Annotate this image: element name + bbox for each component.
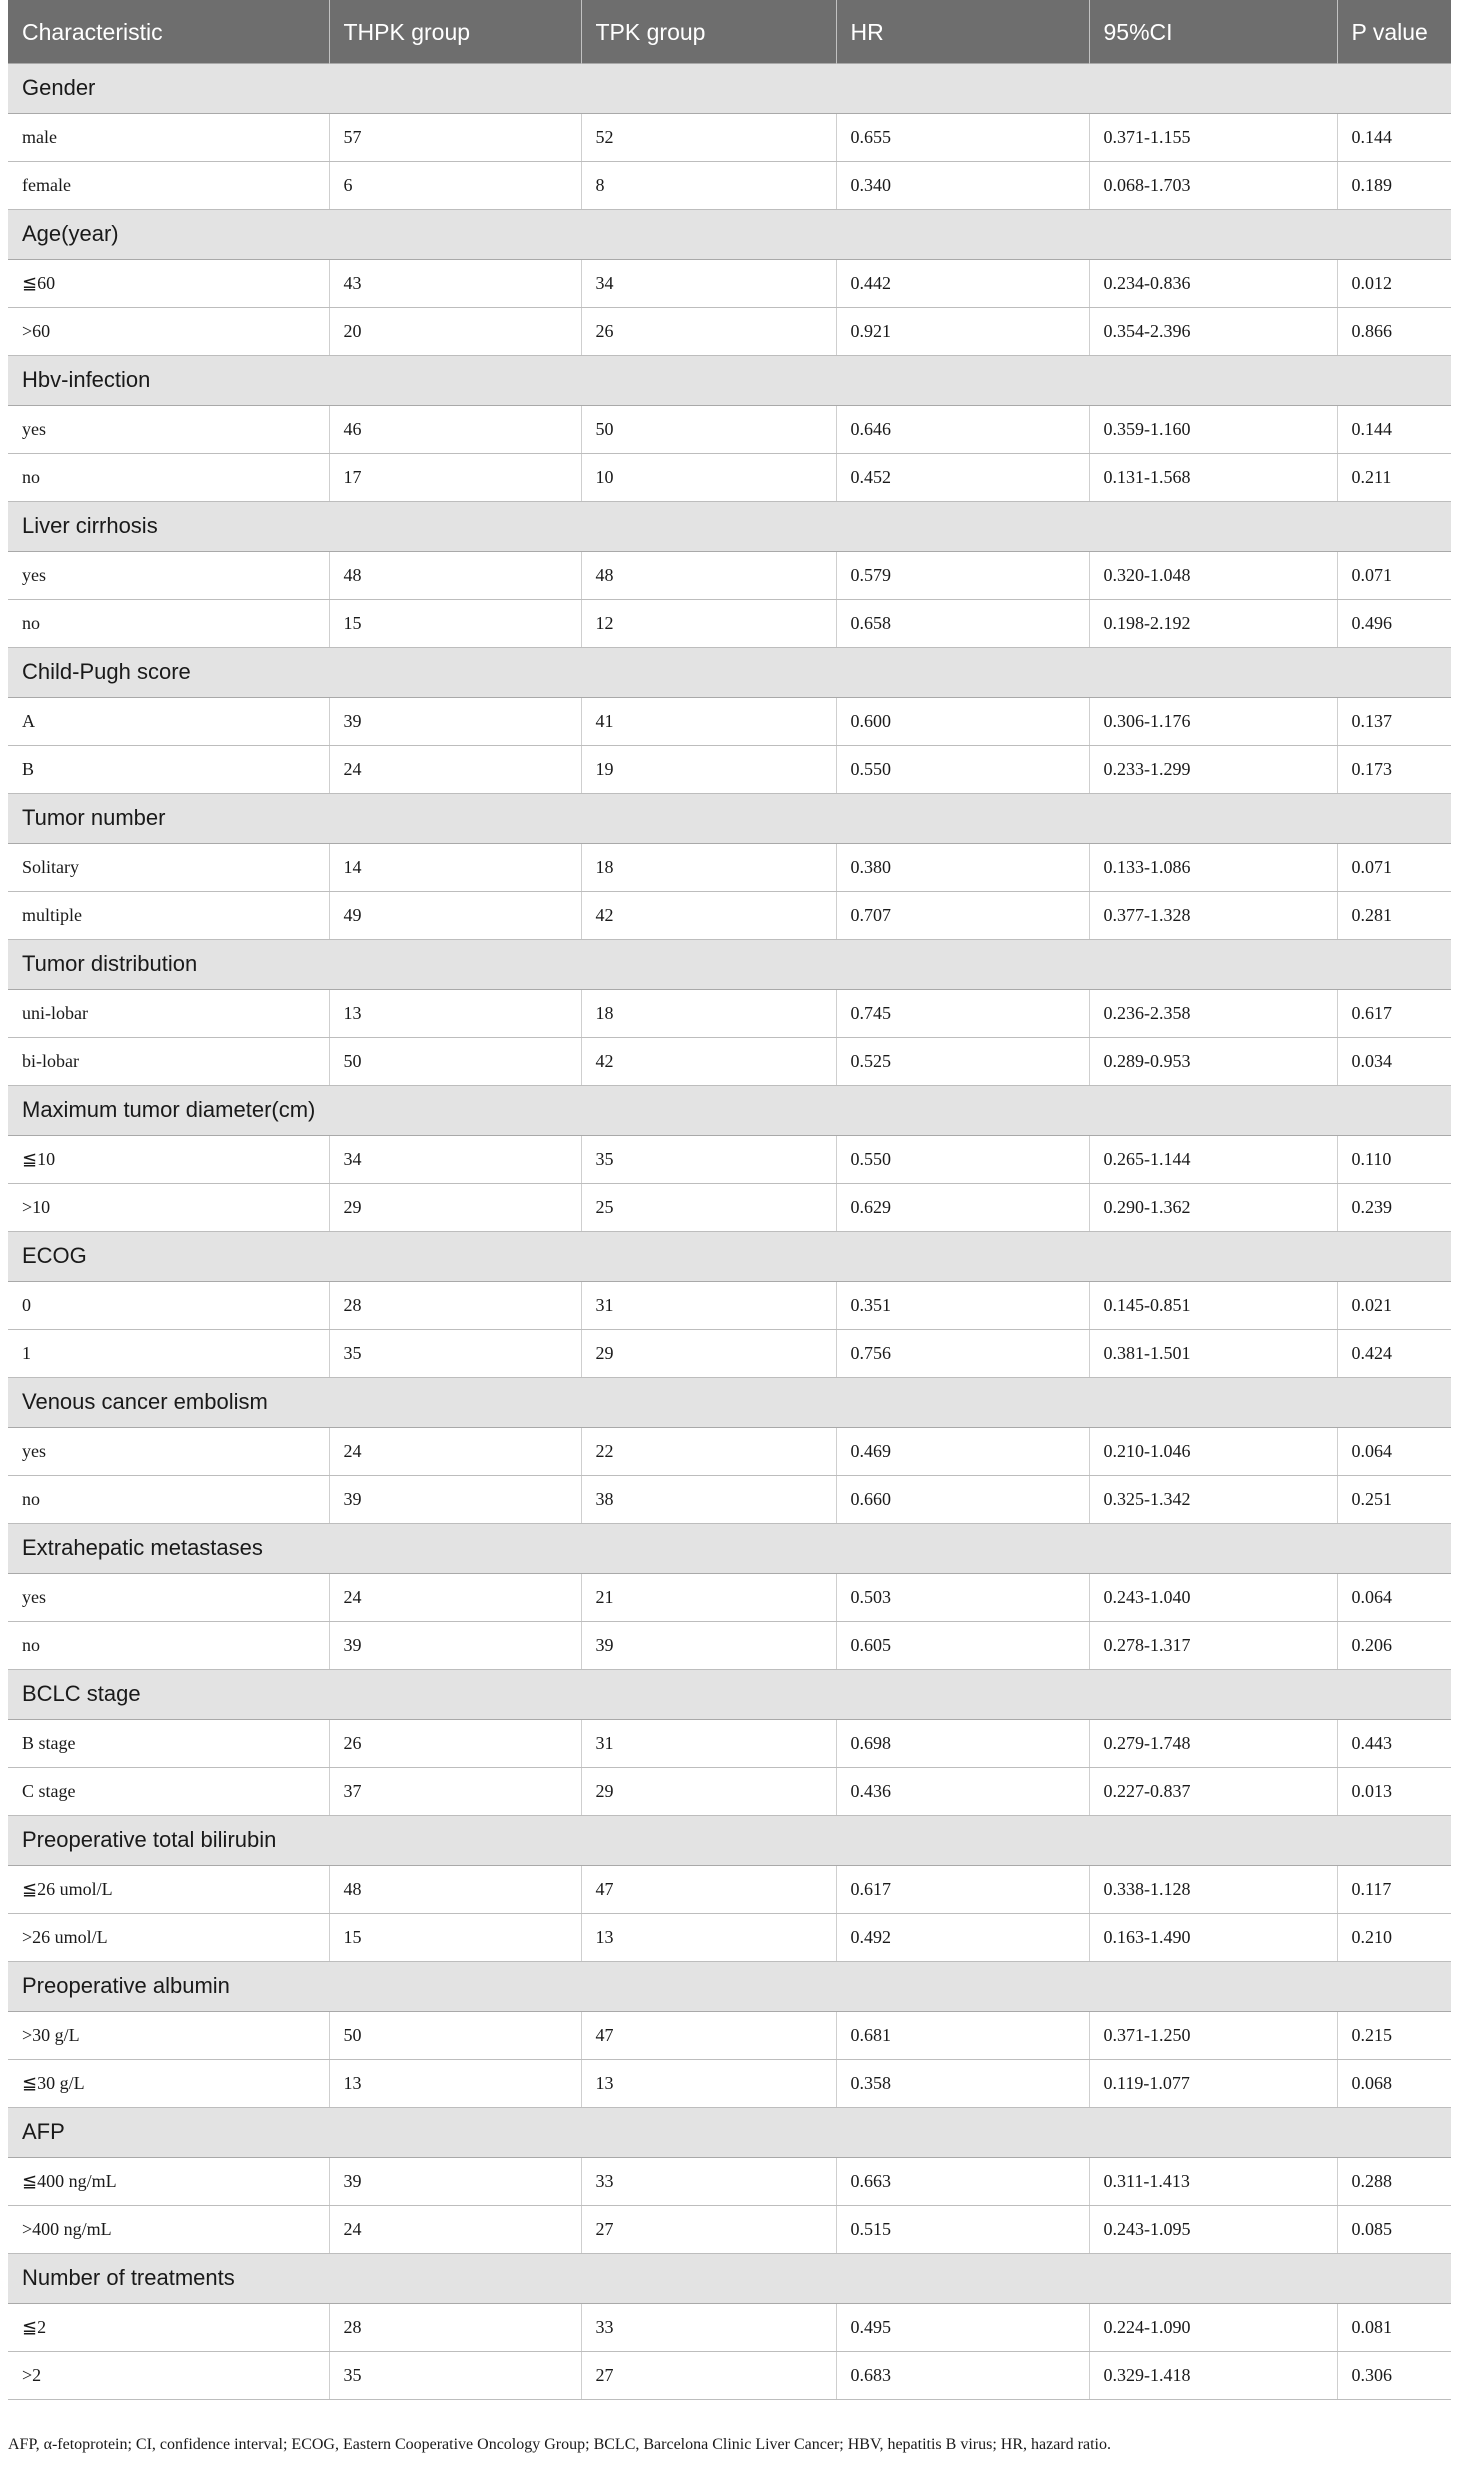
table-row <box>8 1719 1451 1767</box>
tpk-count-cell: 29 <box>581 1767 836 1815</box>
thpk-count-cell: 15 <box>329 599 581 647</box>
hr-cell: 0.646 <box>836 405 1089 453</box>
category-label: Tumor distribution <box>8 939 1451 989</box>
characteristic-cell: >400 ng/mL <box>8 2205 329 2253</box>
subgroup-analysis-table <box>8 0 1451 2400</box>
column-header-thpk-group: THPK group <box>329 0 581 63</box>
p-value-cell: 0.424 <box>1337 1329 1451 1377</box>
thpk-count-cell: 20 <box>329 307 581 355</box>
category-row <box>8 1231 1451 1281</box>
tpk-count-cell: 34 <box>581 259 836 307</box>
ci-cell: 0.329-1.418 <box>1089 2351 1337 2399</box>
thpk-count-cell: 28 <box>329 2303 581 2351</box>
table-row <box>8 2011 1451 2059</box>
table-header <box>8 0 1451 63</box>
ci-cell: 0.068-1.703 <box>1089 161 1337 209</box>
tpk-count-cell: 42 <box>581 1037 836 1085</box>
table-row <box>8 1135 1451 1183</box>
ci-cell: 0.163-1.490 <box>1089 1913 1337 1961</box>
p-value-cell: 0.443 <box>1337 1719 1451 1767</box>
category-label: Liver cirrhosis <box>8 501 1451 551</box>
characteristic-cell: ≦26 umol/L <box>8 1865 329 1913</box>
tpk-count-cell: 31 <box>581 1281 836 1329</box>
characteristic-cell: B <box>8 745 329 793</box>
hr-cell: 0.683 <box>836 2351 1089 2399</box>
category-label: Number of treatments <box>8 2253 1451 2303</box>
table-row <box>8 2303 1451 2351</box>
category-row <box>8 209 1451 259</box>
p-value-cell: 0.144 <box>1337 113 1451 161</box>
hr-cell: 0.579 <box>836 551 1089 599</box>
ci-cell: 0.227-0.837 <box>1089 1767 1337 1815</box>
p-value-cell: 0.210 <box>1337 1913 1451 1961</box>
tpk-count-cell: 29 <box>581 1329 836 1377</box>
p-value-cell: 0.085 <box>1337 2205 1451 2253</box>
p-value-cell: 0.617 <box>1337 989 1451 1037</box>
p-value-cell: 0.081 <box>1337 2303 1451 2351</box>
tpk-count-cell: 18 <box>581 843 836 891</box>
characteristic-cell: 0 <box>8 1281 329 1329</box>
p-value-cell: 0.068 <box>1337 2059 1451 2107</box>
tpk-count-cell: 27 <box>581 2205 836 2253</box>
table-row <box>8 1767 1451 1815</box>
ci-cell: 0.145-0.851 <box>1089 1281 1337 1329</box>
table-row <box>8 1913 1451 1961</box>
ci-cell: 0.338-1.128 <box>1089 1865 1337 1913</box>
p-value-cell: 0.117 <box>1337 1865 1451 1913</box>
characteristic-cell: Solitary <box>8 843 329 891</box>
thpk-count-cell: 24 <box>329 2205 581 2253</box>
table-row <box>8 891 1451 939</box>
p-value-cell: 0.306 <box>1337 2351 1451 2399</box>
table-row <box>8 1865 1451 1913</box>
category-row <box>8 63 1451 113</box>
p-value-cell: 0.012 <box>1337 259 1451 307</box>
thpk-count-cell: 50 <box>329 1037 581 1085</box>
category-label: Age(year) <box>8 209 1451 259</box>
thpk-count-cell: 39 <box>329 1621 581 1669</box>
characteristic-cell: 1 <box>8 1329 329 1377</box>
thpk-count-cell: 28 <box>329 1281 581 1329</box>
table-row <box>8 599 1451 647</box>
hr-cell: 0.617 <box>836 1865 1089 1913</box>
category-row <box>8 355 1451 405</box>
hr-cell: 0.629 <box>836 1183 1089 1231</box>
tpk-count-cell: 50 <box>581 405 836 453</box>
hr-cell: 0.550 <box>836 745 1089 793</box>
thpk-count-cell: 34 <box>329 1135 581 1183</box>
characteristic-cell: male <box>8 113 329 161</box>
category-row <box>8 939 1451 989</box>
p-value-cell: 0.281 <box>1337 891 1451 939</box>
ci-cell: 0.224-1.090 <box>1089 2303 1337 2351</box>
characteristic-cell: >10 <box>8 1183 329 1231</box>
tpk-count-cell: 35 <box>581 1135 836 1183</box>
category-row <box>8 1377 1451 1427</box>
category-row <box>8 1085 1451 1135</box>
ci-cell: 0.198-2.192 <box>1089 599 1337 647</box>
table-row <box>8 405 1451 453</box>
table-row <box>8 2205 1451 2253</box>
table-row <box>8 697 1451 745</box>
tpk-count-cell: 48 <box>581 551 836 599</box>
table-row <box>8 113 1451 161</box>
tpk-count-cell: 47 <box>581 2011 836 2059</box>
table-body <box>8 63 1451 2399</box>
hr-cell: 0.503 <box>836 1573 1089 1621</box>
hr-cell: 0.351 <box>836 1281 1089 1329</box>
characteristic-cell: >26 umol/L <box>8 1913 329 1961</box>
characteristic-cell: ≦30 g/L <box>8 2059 329 2107</box>
column-header-p-value: P value <box>1337 0 1451 63</box>
thpk-count-cell: 13 <box>329 989 581 1037</box>
characteristic-cell: yes <box>8 551 329 599</box>
column-header-hr: HR <box>836 0 1089 63</box>
p-value-cell: 0.251 <box>1337 1475 1451 1523</box>
p-value-cell: 0.173 <box>1337 745 1451 793</box>
characteristic-cell: A <box>8 697 329 745</box>
ci-cell: 0.236-2.358 <box>1089 989 1337 1037</box>
hr-cell: 0.380 <box>836 843 1089 891</box>
tpk-count-cell: 12 <box>581 599 836 647</box>
tpk-count-cell: 25 <box>581 1183 836 1231</box>
thpk-count-cell: 6 <box>329 161 581 209</box>
table-row <box>8 2059 1451 2107</box>
table-row <box>8 1573 1451 1621</box>
hr-cell: 0.442 <box>836 259 1089 307</box>
table-row <box>8 745 1451 793</box>
table-row <box>8 989 1451 1037</box>
hr-cell: 0.681 <box>836 2011 1089 2059</box>
category-row <box>8 2253 1451 2303</box>
table-row <box>8 1427 1451 1475</box>
thpk-count-cell: 17 <box>329 453 581 501</box>
column-header-95ci: 95%CI <box>1089 0 1337 63</box>
ci-cell: 0.279-1.748 <box>1089 1719 1337 1767</box>
ci-cell: 0.381-1.501 <box>1089 1329 1337 1377</box>
category-row <box>8 1669 1451 1719</box>
hr-cell: 0.655 <box>836 113 1089 161</box>
characteristic-cell: C stage <box>8 1767 329 1815</box>
hr-cell: 0.605 <box>836 1621 1089 1669</box>
p-value-cell: 0.144 <box>1337 405 1451 453</box>
subgroup-table-container <box>8 0 1451 2400</box>
category-label: Venous cancer embolism <box>8 1377 1451 1427</box>
category-label: Preoperative albumin <box>8 1961 1451 2011</box>
thpk-count-cell: 39 <box>329 697 581 745</box>
ci-cell: 0.377-1.328 <box>1089 891 1337 939</box>
ci-cell: 0.265-1.144 <box>1089 1135 1337 1183</box>
p-value-cell: 0.137 <box>1337 697 1451 745</box>
ci-cell: 0.359-1.160 <box>1089 405 1337 453</box>
characteristic-cell: ≦400 ng/mL <box>8 2157 329 2205</box>
p-value-cell: 0.866 <box>1337 307 1451 355</box>
tpk-count-cell: 33 <box>581 2303 836 2351</box>
characteristic-cell: >2 <box>8 2351 329 2399</box>
characteristic-cell: no <box>8 599 329 647</box>
ci-cell: 0.290-1.362 <box>1089 1183 1337 1231</box>
ci-cell: 0.289-0.953 <box>1089 1037 1337 1085</box>
ci-cell: 0.306-1.176 <box>1089 697 1337 745</box>
thpk-count-cell: 26 <box>329 1719 581 1767</box>
category-label: BCLC stage <box>8 1669 1451 1719</box>
characteristic-cell: yes <box>8 405 329 453</box>
thpk-count-cell: 37 <box>329 1767 581 1815</box>
tpk-count-cell: 19 <box>581 745 836 793</box>
ci-cell: 0.325-1.342 <box>1089 1475 1337 1523</box>
hr-cell: 0.495 <box>836 2303 1089 2351</box>
ci-cell: 0.320-1.048 <box>1089 551 1337 599</box>
thpk-count-cell: 35 <box>329 1329 581 1377</box>
ci-cell: 0.311-1.413 <box>1089 2157 1337 2205</box>
thpk-count-cell: 24 <box>329 1427 581 1475</box>
p-value-cell: 0.288 <box>1337 2157 1451 2205</box>
ci-cell: 0.233-1.299 <box>1089 745 1337 793</box>
hr-cell: 0.452 <box>836 453 1089 501</box>
p-value-cell: 0.071 <box>1337 843 1451 891</box>
tpk-count-cell: 47 <box>581 1865 836 1913</box>
hr-cell: 0.515 <box>836 2205 1089 2253</box>
ci-cell: 0.278-1.317 <box>1089 1621 1337 1669</box>
thpk-count-cell: 48 <box>329 551 581 599</box>
table-row <box>8 843 1451 891</box>
tpk-count-cell: 27 <box>581 2351 836 2399</box>
ci-cell: 0.234-0.836 <box>1089 259 1337 307</box>
category-label: Preoperative total bilirubin <box>8 1815 1451 1865</box>
characteristic-cell: no <box>8 453 329 501</box>
category-row <box>8 2107 1451 2157</box>
thpk-count-cell: 13 <box>329 2059 581 2107</box>
table-row <box>8 307 1451 355</box>
thpk-count-cell: 29 <box>329 1183 581 1231</box>
category-row <box>8 1815 1451 1865</box>
characteristic-cell: ≦60 <box>8 259 329 307</box>
p-value-cell: 0.064 <box>1337 1427 1451 1475</box>
hr-cell: 0.663 <box>836 2157 1089 2205</box>
thpk-count-cell: 50 <box>329 2011 581 2059</box>
table-row <box>8 1475 1451 1523</box>
hr-cell: 0.660 <box>836 1475 1089 1523</box>
characteristic-cell: uni-lobar <box>8 989 329 1037</box>
table-row <box>8 1037 1451 1085</box>
tpk-count-cell: 13 <box>581 1913 836 1961</box>
column-header-tpk-group: TPK group <box>581 0 836 63</box>
column-header-characteristic: Characteristic <box>8 0 329 63</box>
tpk-count-cell: 33 <box>581 2157 836 2205</box>
hr-cell: 0.340 <box>836 161 1089 209</box>
category-row <box>8 1523 1451 1573</box>
characteristic-cell: no <box>8 1621 329 1669</box>
p-value-cell: 0.064 <box>1337 1573 1451 1621</box>
category-row <box>8 647 1451 697</box>
category-row <box>8 1961 1451 2011</box>
characteristic-cell: >60 <box>8 307 329 355</box>
hr-cell: 0.756 <box>836 1329 1089 1377</box>
tpk-count-cell: 26 <box>581 307 836 355</box>
hr-cell: 0.358 <box>836 2059 1089 2107</box>
p-value-cell: 0.034 <box>1337 1037 1451 1085</box>
characteristic-cell: yes <box>8 1573 329 1621</box>
header-row <box>8 0 1451 63</box>
table-row <box>8 453 1451 501</box>
ci-cell: 0.210-1.046 <box>1089 1427 1337 1475</box>
p-value-cell: 0.110 <box>1337 1135 1451 1183</box>
characteristic-cell: ≦2 <box>8 2303 329 2351</box>
hr-cell: 0.600 <box>836 697 1089 745</box>
category-row <box>8 793 1451 843</box>
hr-cell: 0.436 <box>836 1767 1089 1815</box>
table-row <box>8 551 1451 599</box>
tpk-count-cell: 18 <box>581 989 836 1037</box>
tpk-count-cell: 21 <box>581 1573 836 1621</box>
tpk-count-cell: 41 <box>581 697 836 745</box>
category-row <box>8 501 1451 551</box>
thpk-count-cell: 46 <box>329 405 581 453</box>
thpk-count-cell: 35 <box>329 2351 581 2399</box>
tpk-count-cell: 42 <box>581 891 836 939</box>
table-row <box>8 161 1451 209</box>
table-row <box>8 2351 1451 2399</box>
p-value-cell: 0.189 <box>1337 161 1451 209</box>
p-value-cell: 0.239 <box>1337 1183 1451 1231</box>
characteristic-cell: no <box>8 1475 329 1523</box>
p-value-cell: 0.206 <box>1337 1621 1451 1669</box>
category-label: Tumor number <box>8 793 1451 843</box>
thpk-count-cell: 43 <box>329 259 581 307</box>
category-label: Gender <box>8 63 1451 113</box>
thpk-count-cell: 39 <box>329 1475 581 1523</box>
table-row <box>8 2157 1451 2205</box>
ci-cell: 0.131-1.568 <box>1089 453 1337 501</box>
thpk-count-cell: 24 <box>329 745 581 793</box>
characteristic-cell: female <box>8 161 329 209</box>
tpk-count-cell: 31 <box>581 1719 836 1767</box>
category-label: AFP <box>8 2107 1451 2157</box>
tpk-count-cell: 39 <box>581 1621 836 1669</box>
thpk-count-cell: 14 <box>329 843 581 891</box>
ci-cell: 0.119-1.077 <box>1089 2059 1337 2107</box>
thpk-count-cell: 57 <box>329 113 581 161</box>
characteristic-cell: >30 g/L <box>8 2011 329 2059</box>
hr-cell: 0.745 <box>836 989 1089 1037</box>
hr-cell: 0.550 <box>836 1135 1089 1183</box>
characteristic-cell: multiple <box>8 891 329 939</box>
thpk-count-cell: 15 <box>329 1913 581 1961</box>
hr-cell: 0.525 <box>836 1037 1089 1085</box>
table-row <box>8 1329 1451 1377</box>
table-row <box>8 1621 1451 1669</box>
characteristic-cell: yes <box>8 1427 329 1475</box>
table-row <box>8 259 1451 307</box>
thpk-count-cell: 48 <box>329 1865 581 1913</box>
p-value-cell: 0.013 <box>1337 1767 1451 1815</box>
characteristic-cell: bi-lobar <box>8 1037 329 1085</box>
ci-cell: 0.371-1.155 <box>1089 113 1337 161</box>
ci-cell: 0.243-1.095 <box>1089 2205 1337 2253</box>
ci-cell: 0.133-1.086 <box>1089 843 1337 891</box>
table-row <box>8 1183 1451 1231</box>
ci-cell: 0.243-1.040 <box>1089 1573 1337 1621</box>
tpk-count-cell: 38 <box>581 1475 836 1523</box>
hr-cell: 0.469 <box>836 1427 1089 1475</box>
p-value-cell: 0.215 <box>1337 2011 1451 2059</box>
category-label: Maximum tumor diameter(cm) <box>8 1085 1451 1135</box>
ci-cell: 0.354-2.396 <box>1089 307 1337 355</box>
table-row <box>8 1281 1451 1329</box>
hr-cell: 0.492 <box>836 1913 1089 1961</box>
hr-cell: 0.658 <box>836 599 1089 647</box>
hr-cell: 0.698 <box>836 1719 1089 1767</box>
tpk-count-cell: 22 <box>581 1427 836 1475</box>
characteristic-cell: B stage <box>8 1719 329 1767</box>
characteristic-cell: ≦10 <box>8 1135 329 1183</box>
tpk-count-cell: 13 <box>581 2059 836 2107</box>
hr-cell: 0.707 <box>836 891 1089 939</box>
p-value-cell: 0.021 <box>1337 1281 1451 1329</box>
category-label: Extrahepatic metastases <box>8 1523 1451 1573</box>
thpk-count-cell: 39 <box>329 2157 581 2205</box>
category-label: ECOG <box>8 1231 1451 1281</box>
p-value-cell: 0.496 <box>1337 599 1451 647</box>
tpk-count-cell: 10 <box>581 453 836 501</box>
tpk-count-cell: 8 <box>581 161 836 209</box>
thpk-count-cell: 49 <box>329 891 581 939</box>
ci-cell: 0.371-1.250 <box>1089 2011 1337 2059</box>
p-value-cell: 0.211 <box>1337 453 1451 501</box>
table-footnote: AFP, α-fetoprotein; CI, confidence interval; ECOG, Eastern Cooperative Oncology Group; BCLC, Barcelona Clinic Liver Cancer; HBV, hepatitis B virus; HR, hazard ratio. <box>8 2436 1111 2453</box>
category-label: Hbv-infection <box>8 355 1451 405</box>
tpk-count-cell: 52 <box>581 113 836 161</box>
p-value-cell: 0.071 <box>1337 551 1451 599</box>
category-label: Child-Pugh score <box>8 647 1451 697</box>
thpk-count-cell: 24 <box>329 1573 581 1621</box>
hr-cell: 0.921 <box>836 307 1089 355</box>
